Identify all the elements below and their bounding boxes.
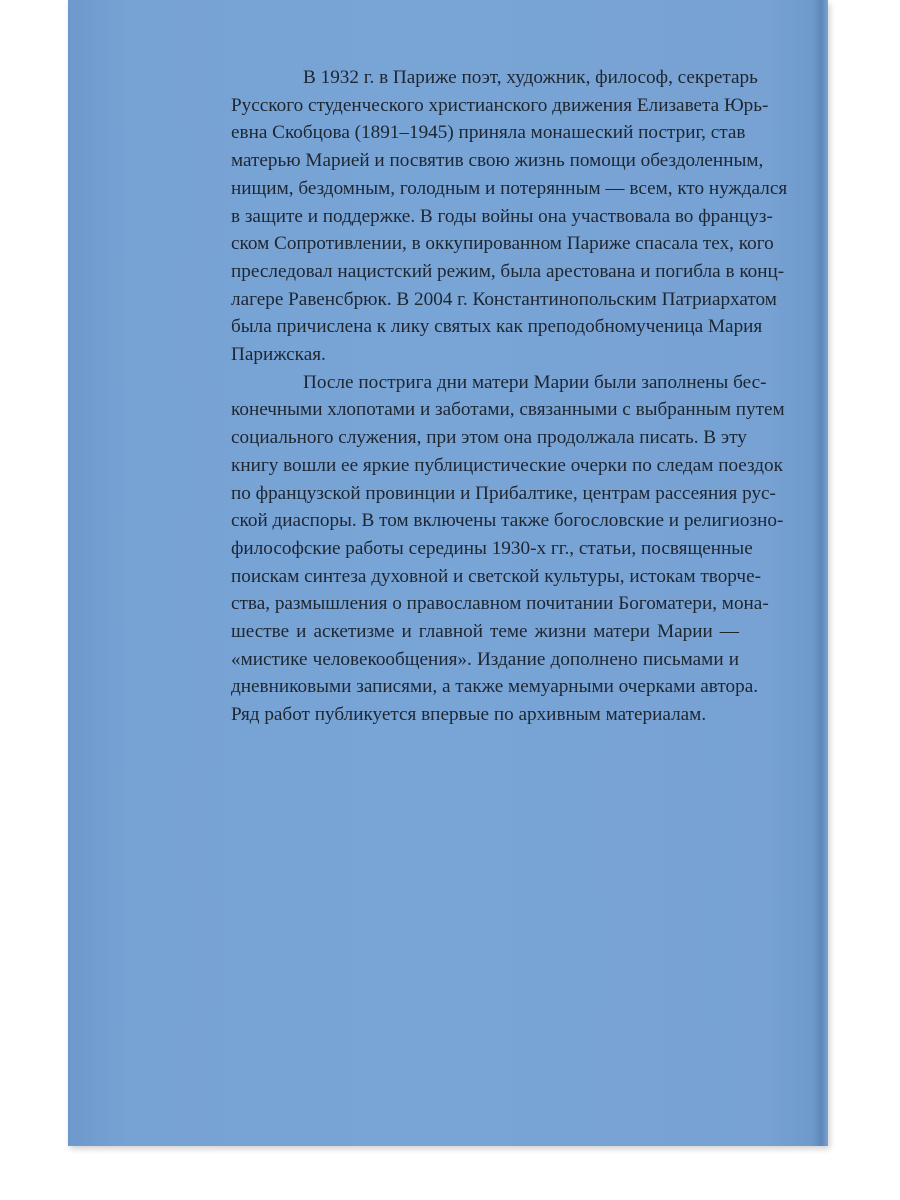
cover-blurb [231, 64, 788, 729]
blurb-line: В 1932 г. в Париже поэт, художник, философ, секретарь [303, 67, 758, 88]
blurb-line: в защите и поддержке. В годы войны она участвовала во француз- [231, 205, 773, 227]
blurb-line: Ряд работ публикуется впервые по архивным материалам. [231, 704, 707, 726]
blurb-line: ском Сопротивлении, в оккупированном Париже спасала тех, кого [231, 233, 774, 255]
blurb-line: поискам синтеза духовной и светской культуры, истокам творче- [231, 565, 761, 587]
blurb-line: «мистике человекообщения». Издание дополнено письмами и [231, 648, 739, 670]
blurb-line: ства, размышления о православном почитании Богоматери, мона- [231, 593, 769, 615]
blurb-line: дневниковыми записями, а также мемуарными очерками автора. [231, 676, 759, 698]
blurb-line: конечными хлопотами и заботами, связанными с выбранным путем [231, 399, 785, 421]
blurb-line: социального служения, при этом она продолжала писать. В эту [231, 427, 747, 449]
blurb-line: Русского студенческого христианского движения Елизавета Юрь- [231, 94, 769, 116]
blurb-paragraph-2 [231, 369, 785, 729]
blurb-line: евна Скобцова (1891–1945) приняла монашеский постриг, став [231, 122, 746, 144]
book-back-cover [68, 0, 828, 1146]
blurb-line: была причислена к лику святых как преподобномученица Мария [231, 316, 763, 338]
blurb-line: матерью Марией и посвятив свою жизнь помощи обездоленным, [231, 150, 764, 172]
blurb-line: После пострига дни матери Марии были заполнены бес- [303, 371, 767, 393]
cover-spine-edge [812, 0, 828, 1146]
blurb-line: философские работы середины 1930-х гг., статьи, посвященные [231, 537, 753, 559]
blurb-line: Парижская. [231, 344, 326, 366]
blurb-line: нищим, бездомным, голодным и потерянным — всем, кто нуждался [231, 177, 788, 199]
blurb-line: шестве и аскетизме и главной теме жизни матери Марии — [231, 621, 739, 643]
blurb-line: ской диаспоры. В том включены также богословские и религиозно- [231, 510, 784, 532]
blurb-line: книгу вошли ее яркие публицистические очерки по следам поездок [231, 454, 783, 476]
blurb-line: лагере Равенсбрюк. В 2004 г. Константинопольским Патриархатом [231, 288, 777, 310]
blurb-line: по французской провинции и Прибалтике, центрам рассеяния рус- [231, 482, 776, 504]
blurb-paragraph-1 [231, 64, 788, 369]
blurb-line: преследовал нацистский режим, была арестована и погибла в конц- [231, 260, 785, 282]
